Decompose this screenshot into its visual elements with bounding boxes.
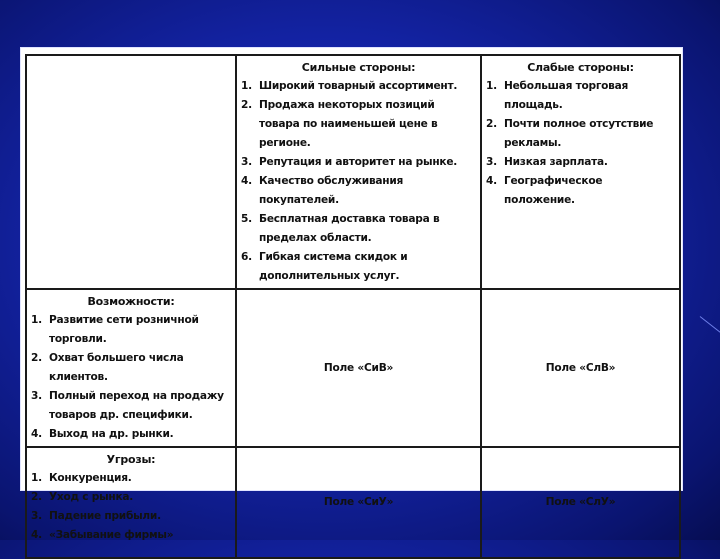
list-item	[241, 248, 476, 286]
threats-list	[31, 469, 231, 545]
item-number: 4.	[486, 175, 497, 187]
list-item	[486, 77, 675, 115]
threats-row	[26, 447, 680, 558]
item-text: Почти полное отсутствие рекламы.	[504, 118, 654, 149]
list-item	[486, 153, 675, 172]
item-number: 2.	[31, 352, 42, 364]
item-text: Выход на др. рынки.	[49, 428, 174, 440]
item-number: 3.	[241, 156, 252, 168]
item-number: 2.	[31, 491, 42, 503]
item-text: Охват большего числа клиентов.	[49, 352, 184, 383]
strengths-title: Сильные стороны:	[301, 61, 416, 74]
field-su-cell	[236, 447, 481, 558]
list-item	[241, 210, 476, 248]
field-slv-label: Поле «СлВ»	[545, 361, 616, 374]
threats-title: Угрозы:	[106, 453, 156, 466]
list-item	[486, 172, 675, 210]
item-text: Уход с рынка.	[49, 491, 134, 503]
item-number: 1.	[31, 314, 42, 326]
swot-matrix-table	[25, 54, 681, 559]
list-item	[31, 387, 231, 425]
item-text: Качество обслуживания покупателей.	[259, 175, 404, 206]
opportunities-title: Возможности:	[87, 295, 175, 308]
item-number: 3.	[31, 390, 42, 402]
weaknesses-title: Слабые стороны:	[527, 61, 634, 74]
list-item	[241, 77, 476, 96]
list-item	[241, 96, 476, 153]
opportunities-cell	[26, 289, 236, 447]
item-number: 6.	[241, 251, 252, 263]
field-sv-label: Поле «СиВ»	[323, 361, 394, 374]
item-number: 4.	[31, 428, 42, 440]
swot-slide-panel	[20, 47, 683, 541]
item-number: 2.	[241, 99, 252, 111]
item-text: Развитие сети розничной торговли.	[49, 314, 199, 345]
empty-corner-cell	[26, 55, 236, 289]
item-number: 1.	[31, 472, 42, 484]
weaknesses-cell	[481, 55, 680, 289]
item-number: 2.	[486, 118, 497, 130]
list-item	[31, 469, 231, 488]
item-text: Репутация и авторитет на рынке.	[259, 156, 458, 168]
opportunities-list	[31, 311, 231, 444]
list-item	[31, 349, 231, 387]
list-item	[31, 425, 231, 444]
list-item	[486, 115, 675, 153]
decorative-line	[700, 316, 720, 335]
item-text: Географическое положение.	[504, 175, 603, 206]
item-number: 3.	[31, 510, 42, 522]
field-sv-cell	[236, 289, 481, 447]
field-su-label: Поле «СиУ»	[323, 496, 394, 508]
item-number: 3.	[486, 156, 497, 168]
item-number: 5.	[241, 213, 252, 225]
item-text: «Забывание фирмы»	[49, 529, 174, 541]
strengths-cell	[236, 55, 481, 289]
list-item	[31, 311, 231, 349]
item-text: Гибкая система скидок и дополнительных услуг.	[259, 251, 408, 282]
threats-cell	[26, 447, 236, 558]
item-text: Конкуренция.	[49, 472, 132, 484]
item-text: Бесплатная доставка товара в пределах области.	[259, 213, 440, 244]
field-slv-cell	[481, 289, 680, 447]
item-number: 1.	[486, 80, 497, 92]
strengths-list	[241, 77, 476, 286]
weaknesses-list	[486, 77, 675, 210]
header-row	[26, 55, 680, 289]
list-item	[31, 507, 231, 526]
field-slu-cell	[481, 447, 680, 558]
list-item	[31, 526, 231, 545]
item-number: 4.	[241, 175, 252, 187]
field-slu-label: Поле «СлУ»	[545, 496, 616, 508]
opportunities-row	[26, 289, 680, 447]
item-text: Небольшая торговая площадь.	[504, 80, 629, 111]
item-text: Полный переход на продажу товаров др. специфики.	[49, 390, 224, 421]
list-item	[241, 172, 476, 210]
item-text: Продажа некоторых позиций товара по наименьшей цене в регионе.	[259, 99, 438, 149]
item-number: 4.	[31, 529, 42, 541]
item-text: Низкая зарплата.	[504, 156, 608, 168]
list-item	[241, 153, 476, 172]
list-item	[31, 488, 231, 507]
item-text: Падение прибыли.	[49, 510, 161, 522]
item-number: 1.	[241, 80, 252, 92]
item-text: Широкий товарный ассортимент.	[259, 80, 458, 92]
